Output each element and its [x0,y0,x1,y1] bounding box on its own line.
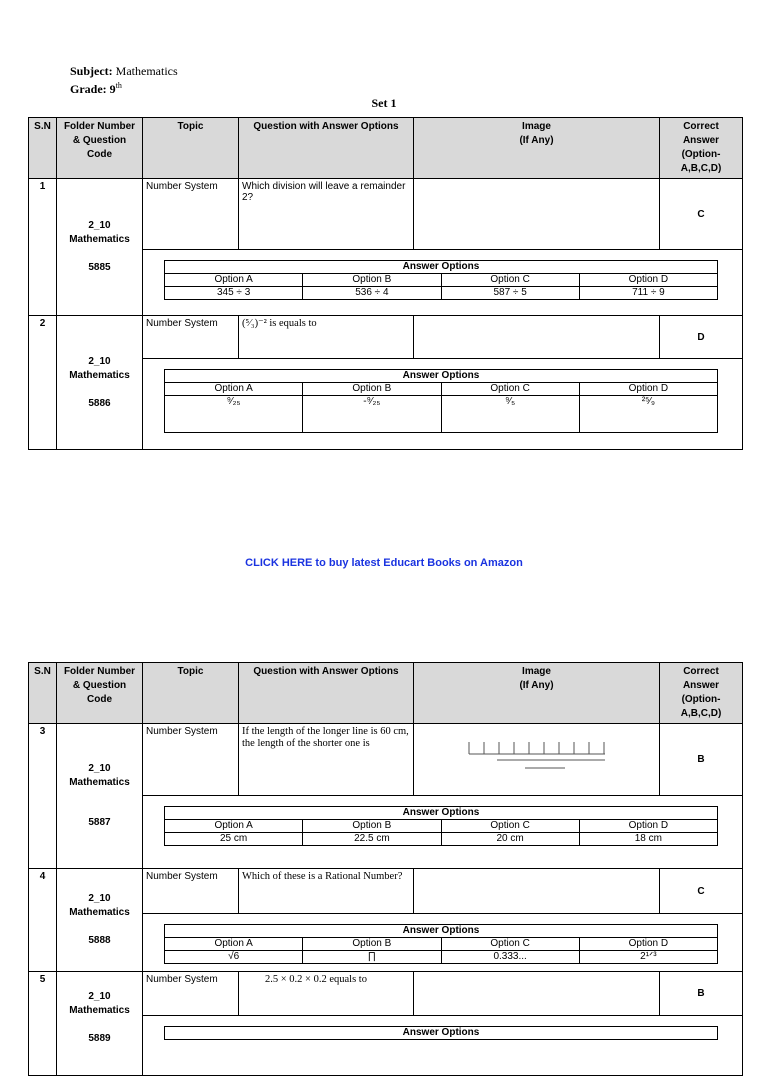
option-d-value: 711 ÷ 9 [579,287,717,300]
answer-options-title: Answer Options [165,925,718,938]
col-topic: Topic [143,118,239,179]
question-topic: Number System [143,972,239,1016]
option-c-value: ⁹⁄₅ [441,396,579,433]
question-text: Which division will leave a remainder 2? [239,179,414,250]
col-correct: Correct Answer (Option- A,B,C,D) [660,118,743,179]
set-title: Set 1 [371,96,397,110]
col-question: Question with Answer Options [239,663,414,724]
question-image [414,724,660,796]
correct-answer: C [660,869,743,914]
option-b-label: Option B [303,383,441,396]
subject-label: Subject: [70,64,113,78]
question-text: 2.5 × 0.2 × 0.2 equals to [239,972,414,1016]
question-number: 5 [29,972,57,1076]
col-sn: S.N [29,118,57,179]
question-number: 1 [29,179,57,316]
option-a-label: Option A [165,274,303,287]
col-folder: Folder Number & Question Code [57,118,143,179]
option-c-label: Option C [441,938,579,951]
col-sn: S.N [29,663,57,724]
questions-table-1 [28,117,743,450]
question-number: 4 [29,869,57,972]
question-topic: Number System [143,869,239,914]
question-text: If the length of the longer line is 60 cm, the length of the shorter one is [239,724,414,796]
answer-options-table [164,369,718,433]
option-a-value: 25 cm [165,833,303,846]
question-code: 2_10 Mathematics 5888 [57,869,143,972]
answer-options-table [164,806,718,846]
option-d-label: Option D [579,383,717,396]
col-question: Question with Answer Options [239,118,414,179]
question-code: 2_10 Mathematics 5887 [57,724,143,869]
table-row [29,724,743,796]
questions-table-2 [28,662,743,1076]
option-c-label: Option C [441,820,579,833]
question-text: (⁵⁄₃)⁻² is equals to [239,316,414,359]
question-number: 3 [29,724,57,869]
option-a-label: Option A [165,938,303,951]
option-a-label: Option A [165,383,303,396]
option-a-value: 345 ÷ 3 [165,287,303,300]
table-row [29,869,743,914]
answer-options-table [164,260,718,300]
option-c-label: Option C [441,383,579,396]
question-topic: Number System [143,316,239,359]
answer-options-table [164,924,718,964]
answer-options-title: Answer Options [165,261,718,274]
answer-options-title: Answer Options [165,370,718,383]
option-b-value: 22.5 cm [303,833,441,846]
question-image [414,869,660,914]
subject-line [70,64,178,79]
promo-link[interactable]: CLICK HERE to buy latest Educart Books on Amazon [245,557,523,569]
correct-answer: D [660,316,743,359]
table-row [29,316,743,359]
table-row [29,972,743,1016]
option-b-label: Option B [303,274,441,287]
subject-value: Mathematics [115,64,178,78]
grade-line [70,81,122,97]
option-d-label: Option D [579,274,717,287]
option-d-value: 18 cm [579,833,717,846]
line-diagram [467,740,607,770]
grade-suffix: th [115,81,122,90]
option-b-label: Option B [303,938,441,951]
option-b-value: ∏ [303,951,441,964]
col-topic: Topic [143,663,239,724]
col-folder: Folder Number & Question Code [57,663,143,724]
option-d-label: Option D [579,938,717,951]
question-image [414,972,660,1016]
correct-answer: B [660,724,743,796]
option-d-label: Option D [579,820,717,833]
col-correct: Correct Answer (Option- A,B,C,D) [660,663,743,724]
option-a-value: ⁹⁄₂₅ [165,396,303,433]
question-topic: Number System [143,724,239,796]
question-number: 2 [29,316,57,450]
question-text: Which of these is a Rational Number? [239,869,414,914]
question-image [414,179,660,250]
col-image: Image (If Any) [414,118,660,179]
grade-label: Grade: 9 [70,82,116,96]
option-a-value: √6 [165,951,303,964]
option-c-value: 587 ÷ 5 [441,287,579,300]
option-b-value: -⁹⁄₂₅ [303,396,441,433]
table-header-row [29,118,743,179]
table-header-row [29,663,743,724]
question-code: 2_10 Mathematics 5885 [57,179,143,316]
answer-options-title: Answer Options [165,1027,718,1040]
option-d-value: ²⁵⁄₉ [579,396,717,433]
option-b-value: 536 ÷ 4 [303,287,441,300]
correct-answer: C [660,179,743,250]
correct-answer: B [660,972,743,1016]
option-a-label: Option A [165,820,303,833]
option-c-label: Option C [441,274,579,287]
option-c-value: 20 cm [441,833,579,846]
answer-options-title: Answer Options [165,807,718,820]
option-b-label: Option B [303,820,441,833]
option-c-value: 0.333... [441,951,579,964]
question-topic: Number System [143,179,239,250]
question-image [414,316,660,359]
question-code: 2_10 Mathematics 5889 [57,972,143,1076]
question-code: 2_10 Mathematics 5886 [57,316,143,450]
answer-options-table [164,1026,718,1040]
col-image: Image (If Any) [414,663,660,724]
option-d-value: 2¹ᐟ³ [579,951,717,964]
table-row [29,179,743,250]
